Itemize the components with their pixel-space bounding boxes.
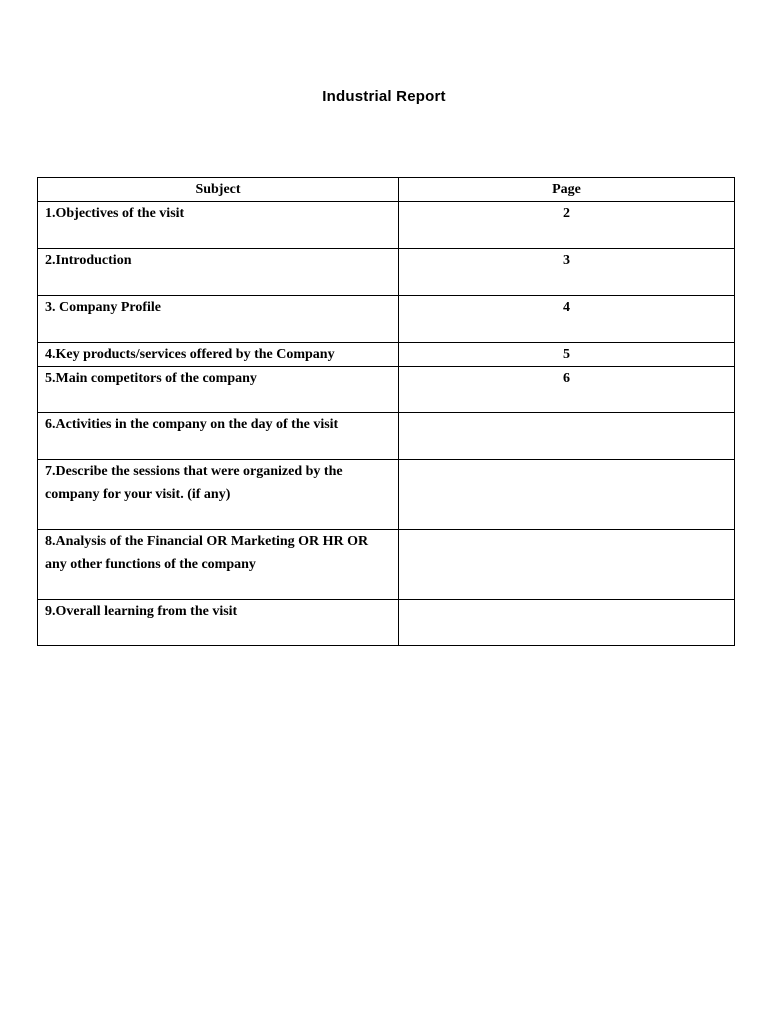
row-page: [399, 600, 735, 646]
row-subject: 6.Activities in the company on the day of the visit: [38, 413, 399, 460]
table-row: [38, 202, 735, 249]
contents-table: [37, 177, 735, 646]
table-row: [38, 249, 735, 296]
row-page: 6: [399, 367, 735, 413]
row-subject: 8.Analysis of the Financial OR Marketing OR HR OR any other functions of the company: [38, 530, 399, 600]
subject-column-header: Subject: [38, 178, 399, 202]
table-row: [38, 530, 735, 600]
row-page: 3: [399, 249, 735, 296]
table-header-row: [38, 178, 735, 202]
row-subject: 7.Describe the sessions that were organized by the company for your visit. (if any): [38, 460, 399, 530]
row-page: 2: [399, 202, 735, 249]
row-page: 5: [399, 343, 735, 367]
table-row: [38, 600, 735, 646]
row-subject: 9.Overall learning from the visit: [38, 600, 399, 646]
table-row: [38, 367, 735, 413]
table-row: [38, 460, 735, 530]
row-page: [399, 460, 735, 530]
row-page: 4: [399, 296, 735, 343]
table-row: [38, 296, 735, 343]
row-subject: 5.Main competitors of the company: [38, 367, 399, 413]
row-subject: 3. Company Profile: [38, 296, 399, 343]
row-subject: 1.Objectives of the visit: [38, 202, 399, 249]
table-row: [38, 343, 735, 367]
row-page: [399, 413, 735, 460]
page-column-header: Page: [399, 178, 735, 202]
row-subject: 2.Introduction: [38, 249, 399, 296]
row-subject: 4.Key products/services offered by the Company: [38, 343, 399, 367]
row-page: [399, 530, 735, 600]
table-row: [38, 413, 735, 460]
document-title: Industrial Report: [322, 88, 446, 105]
